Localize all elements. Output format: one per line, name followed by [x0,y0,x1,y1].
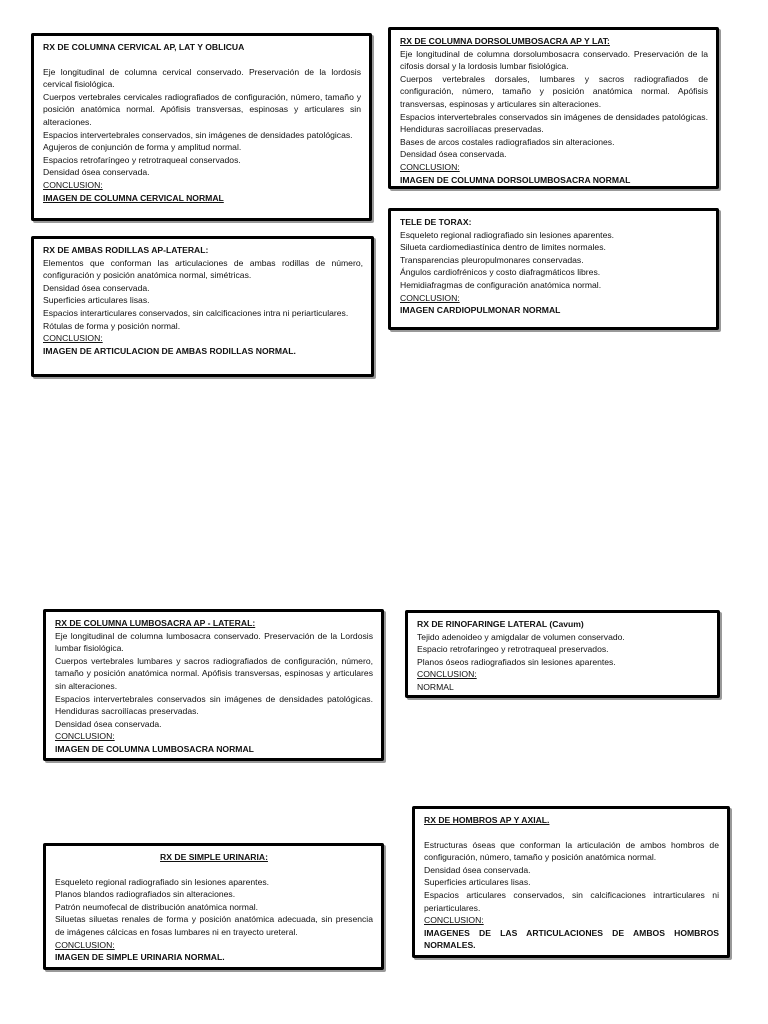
conclusion-text: IMAGEN DE SIMPLE URINARIA NORMAL. [55,952,225,963]
report-title: RX DE COLUMNA CERVICAL AP, LAT Y OBLICUA [43,42,245,52]
report-line: Espacios intervertebrales conservados sin imágenes de densidades patológicas. Hendiduras sacroilíacas preservadas. [400,111,708,135]
report-line: Patrón neumofecal de distribución anatómica normal. [55,901,259,912]
conclusion-text: NORMAL [417,681,454,692]
conclusion-text: IMAGENES DE LAS ARTICULACIONES DE AMBOS HOMBROS NORMALES. [424,927,719,951]
report-title: RX DE AMBAS RODILLAS AP-LATERAL: [43,245,209,255]
report-line: Esqueleto regional radiografiado sin lesiones aparentes. [400,229,615,240]
conclusion-text: IMAGEN DE COLUMNA DORSOLUMBOSACRA NORMAL [400,174,631,185]
report-title: RX DE COLUMNA DORSOLUMBOSACRA AP Y LAT: [400,36,610,46]
conclusion-text: IMAGEN DE ARTICULACION DE AMBAS RODILLAS NORMAL. [43,345,296,356]
conclusion-label: CONCLUSION: [55,731,115,742]
report-line: Espacios retrofaríngeo y retrotraqueal conservados. [43,154,241,165]
report-lumbosacra [43,609,384,761]
conclusion-label: CONCLUSION: [43,333,103,344]
report-title: TELE DE TORAX: [400,217,472,227]
report-line: Espacios articulares conservados, sin calcificaciones intrarticulares ni periarticulares. [424,889,719,913]
report-line: Siluetas siluetas renales de forma y posición anatómica adecuada, sin presencia de imágenes cálcicas en fosas lumbares ni en trayecto ureteral. [55,914,373,937]
report-line: Superficies articulares lisas. [43,295,150,306]
report-title: RX DE HOMBROS AP Y AXIAL. [424,815,550,825]
report-line: Bases de arcos costales radiografiados sin alteraciones. [400,136,615,147]
report-line: Densidad ósea conservada. [424,864,531,875]
conclusion-text: IMAGEN DE COLUMNA LUMBOSACRA NORMAL [55,743,254,754]
report-line: Cuerpos vertebrales dorsales, lumbares y sacros radiografiados de configuración, número, tamaño y posición anatómica normal. Apófisis transversas, espinosas y articulares sin alteraciones. [400,73,708,109]
report-line: Agujeros de conjunción de forma y amplitud normal. [43,142,242,153]
report-cervical [31,33,372,221]
report-line: Densidad ósea conservada. [43,282,150,293]
report-line: Esqueleto regional radiografiado sin lesiones aparentes. [55,876,270,887]
report-line: Ángulos cardiofrénicos y costo diafragmáticos libres. [400,267,601,278]
report-line: Densidad ósea conservada. [400,149,507,160]
report-cavum [405,610,720,698]
conclusion-label: CONCLUSION: [55,939,115,950]
conclusion-label: CONCLUSION: [400,161,460,172]
report-line: Planos óseos radiografiados sin lesiones aparentes. [417,656,616,667]
report-rodillas [31,236,374,377]
report-line: Hemidiafragmas de configuración anatómica normal. [400,279,602,290]
report-line: Densidad ósea conservada. [43,167,150,178]
report-line: Tejido adenoideo y amigdalar de volumen conservado. [417,631,625,642]
report-line: Espacios interarticulares conservados, sin calcificaciones intra ni periarticulares. [43,307,349,318]
report-line: Espacios intervertebrales conservados sin imágenes de densidades patológicas. Hendiduras sacroilíacas preservadas. [55,693,373,717]
conclusion-text: IMAGEN DE COLUMNA CERVICAL NORMAL [43,192,224,203]
report-line: Eje longitudinal de columna lumbosacra conservado. Preservación de la Lordosis lumbar fisiológica. [55,630,373,654]
report-torax [388,208,719,330]
report-line: Transparencias pleuropulmonares conservadas. [400,254,584,265]
report-title: RX DE RINOFARINGE LATERAL (Cavum) [417,619,584,629]
report-dorsolumbosacra [388,27,719,189]
report-line: Eje longitudinal de columna dorsolumbosacra conservado. Preservación de la cifosis dorsal y la lordosis lumbar fisiológica. [400,48,708,72]
report-line: Estructuras óseas que conforman la articulación de ambos hombros de configuración, número, tamaño y posición anatómica normal. [424,839,719,863]
report-title: RX DE COLUMNA LUMBOSACRA AP - LATERAL: [55,618,256,628]
report-line: Cuerpos vertebrales lumbares y sacros radiografiados de configuración, número, tamaño y posición anatómica normal. Apófisis transversas, espinosas y articulares sin alteraciones. [55,655,373,691]
report-line: Rótulas de forma y posición normal. [43,320,181,331]
report-line: Superficies articulares lisas. [424,877,531,888]
report-line: Silueta cardiomediastínica dentro de limites normales. [400,242,606,253]
report-hombros [412,806,730,958]
report-line: Eje longitudinal de columna cervical conservado. Preservación de la lordosis cervical fisiológica. [43,66,361,90]
conclusion-label: CONCLUSION: [43,179,103,190]
report-line: Densidad ósea conservada. [55,718,162,729]
conclusion-label: CONCLUSION: [400,292,460,303]
report-line: Planos blandos radiografiados sin alteraciones. [55,889,236,900]
report-line: Espacios intervertebrales conservados, sin imágenes de densidades patológicas. [43,129,353,140]
report-urinaria [43,843,384,970]
report-title: RX DE SIMPLE URINARIA: [160,852,268,862]
conclusion-text: IMAGEN CARDIOPULMONAR NORMAL [400,305,561,316]
report-line: Elementos que conforman las articulaciones de ambas rodillas de número, configuración y posición anatómica normal, simétricas. [43,257,363,281]
conclusion-label: CONCLUSION: [417,669,477,680]
report-line: Espacio retrofaringeo y retrotraqueal preservados. [417,644,609,655]
conclusion-label: CONCLUSION: [424,915,484,926]
report-line: Cuerpos vertebrales cervicales radiografiados de configuración, número, tamaño y posición anatómica normal. Apófisis transversas, espinosas y articulares sin alteraciones. [43,91,361,127]
